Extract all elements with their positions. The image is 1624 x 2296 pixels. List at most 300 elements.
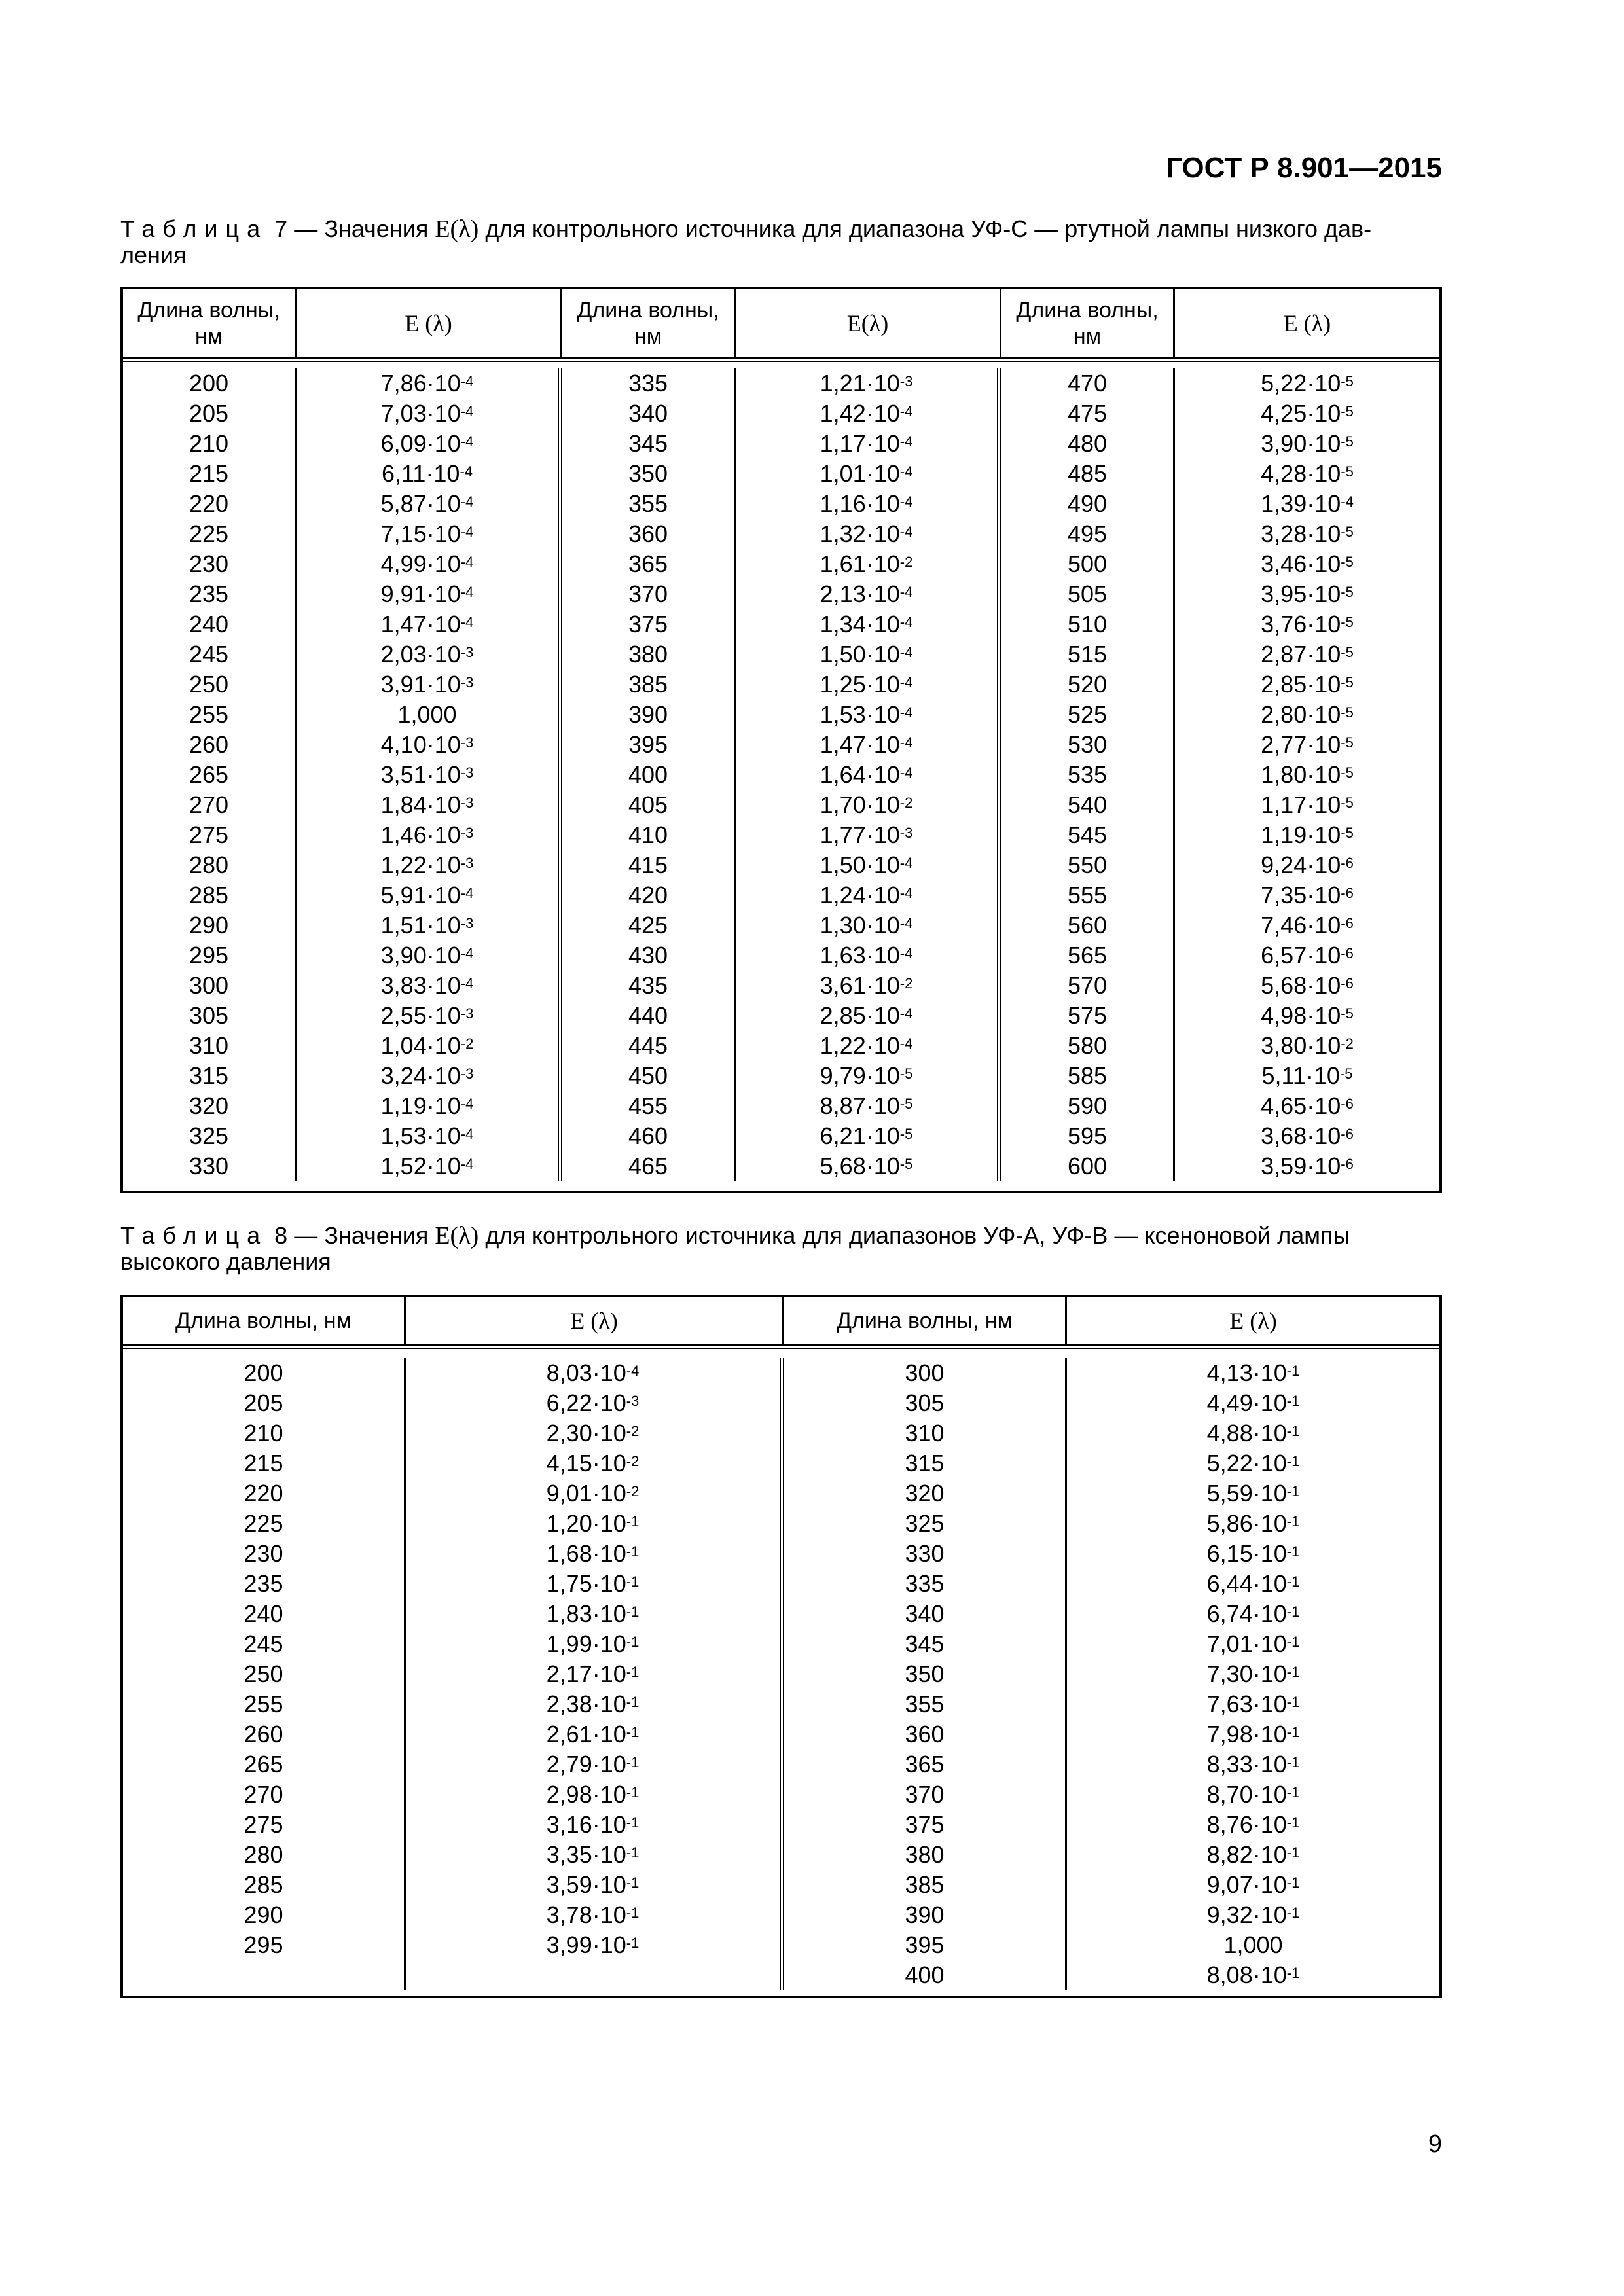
table7-value-cell: [736, 459, 997, 489]
exponent: -3: [460, 734, 474, 751]
exponent: -1: [626, 1513, 640, 1530]
exponent: -4: [899, 1035, 913, 1052]
mantissa: 9,91·10: [380, 581, 461, 607]
mantissa: 1,22·10: [820, 1032, 900, 1059]
exponent: -4: [460, 1096, 474, 1112]
exponent: -4: [899, 463, 913, 480]
table8-value-cell: [1067, 1930, 1439, 1960]
exponent: -3: [626, 1393, 640, 1409]
table8-value-cell: [1067, 1689, 1439, 1719]
mantissa: 1,80·10: [1261, 761, 1341, 788]
exponent: -4: [460, 493, 474, 510]
exponent: -1: [1286, 1784, 1300, 1801]
table7-value-cell: [297, 609, 558, 639]
table8-wavelength-cell: 230: [244, 1540, 283, 1567]
table7-wavelength-cell: 235: [189, 581, 229, 607]
mantissa: 5,59·10: [1206, 1480, 1287, 1507]
mantissa: 1,000: [397, 701, 457, 728]
exponent: -4: [899, 734, 913, 751]
table7-value-cell: [297, 579, 558, 609]
table7-wavelength-cell: 200: [189, 370, 229, 397]
mantissa: 1,84·10: [380, 791, 461, 818]
exponent: -4: [460, 975, 474, 992]
exponent: -3: [460, 764, 474, 781]
exponent: -2: [626, 1423, 640, 1439]
exponent: -3: [899, 373, 913, 389]
table7-wavelength-column: [123, 368, 297, 1181]
table8-wavelength-cell: 350: [905, 1660, 945, 1687]
table7-value-cell: [297, 1151, 558, 1181]
table7-wavelength-cell: 295: [189, 942, 229, 969]
mantissa: 5,86·10: [1206, 1510, 1287, 1537]
table7-value-cell: [736, 1091, 997, 1121]
mantissa: 1,52·10: [380, 1153, 461, 1179]
exponent: -2: [1341, 1035, 1354, 1052]
exponent: -1: [626, 1604, 640, 1620]
exponent: -1: [1286, 1905, 1300, 1921]
table8-wavelength-cell: 305: [905, 1390, 945, 1416]
table8-value-column: [1067, 1358, 1439, 1990]
table8-wavelength-cell: 365: [905, 1751, 945, 1778]
exponent: -3: [460, 915, 474, 931]
mantissa: 3,59·10: [546, 1871, 626, 1898]
table7-value-cell: [1175, 368, 1439, 399]
mantissa: 1,70·10: [820, 791, 900, 818]
table7-wavelength-cell: 330: [189, 1153, 229, 1179]
table7-value-cell: [1175, 910, 1439, 941]
mantissa: 5,68·10: [820, 1153, 900, 1179]
table7-wavelength-cell: 470: [1067, 370, 1108, 397]
exponent: -4: [899, 614, 913, 630]
table8-wavelength-cell: 270: [244, 1781, 283, 1808]
table7-value-column: [1175, 368, 1439, 1181]
mantissa: 2,30·10: [546, 1420, 626, 1446]
table7-wavelength-cell: 535: [1067, 761, 1108, 788]
table7-wavelength-cell: 480: [1067, 430, 1108, 457]
mantissa: 8,70·10: [1206, 1781, 1287, 1808]
mantissa: 1,19·10: [1261, 821, 1341, 848]
table7-value-cell: [736, 1121, 997, 1151]
table8-wavelength-cell: 205: [244, 1390, 283, 1416]
mantissa: 4,49·10: [1206, 1390, 1287, 1416]
exponent: -4: [899, 915, 913, 931]
table8-wavelength-cell: 210: [244, 1420, 283, 1446]
exponent: -4: [899, 764, 913, 781]
table7-wavelength-cell: 290: [189, 912, 229, 939]
table7-value-cell: [736, 820, 997, 850]
table8-wavelength-cell: 300: [905, 1359, 945, 1386]
mantissa: 3,24·10: [380, 1062, 461, 1089]
mantissa: 5,22·10: [1206, 1450, 1287, 1477]
mantissa: 1,63·10: [820, 942, 900, 969]
mantissa: 3,90·10: [1261, 430, 1341, 457]
mantissa: 1,53·10: [820, 701, 900, 728]
table7-value-cell: [297, 1031, 558, 1061]
exponent: -4: [899, 403, 913, 420]
table7-value-cell: [736, 489, 997, 519]
table8-wavelength-cell: 290: [244, 1901, 283, 1928]
exponent: -4: [899, 584, 913, 600]
exponent: -1: [626, 1724, 640, 1740]
table7-wavelength-cell: 375: [628, 611, 668, 637]
table7-value-cell: [736, 1151, 997, 1181]
table7-value-cell: [736, 579, 997, 609]
table7-wavelength-cell: 370: [628, 581, 668, 607]
table7-value-cell: [297, 760, 558, 790]
mantissa: 3,99·10: [546, 1931, 626, 1958]
table7-wavelength-cell: 245: [189, 641, 229, 668]
table7-header-cell: Длина волны, нм: [123, 289, 297, 357]
table7-wavelength-cell: 440: [628, 1002, 668, 1029]
table8-value-column: [406, 1358, 784, 1990]
table7-value-cell: [736, 880, 997, 910]
table7-wavelength-cell: 505: [1067, 581, 1108, 607]
exponent: -2: [460, 1035, 474, 1052]
table8-caption-line2: высокого давления: [120, 1248, 331, 1275]
table8-value-cell: [406, 1780, 780, 1810]
mantissa: 5,11·10: [1261, 1062, 1340, 1089]
table7-wavelength-cell: 405: [628, 791, 668, 818]
table8-caption-symbol: E(λ): [435, 1222, 479, 1249]
table7-body: [123, 362, 1439, 1191]
table7-wavelength-cell: 335: [628, 370, 668, 397]
table8-value-cell: [1067, 1629, 1439, 1659]
mantissa: 9,79·10: [820, 1062, 900, 1089]
exponent: -4: [899, 524, 913, 540]
table7-wavelength-cell: 455: [628, 1092, 668, 1119]
table7-caption-rest: для контрольного источника для диапазона УФ-С — ртутной лампы низкого дав-: [485, 215, 1372, 242]
table7-header-cell: E(λ): [736, 289, 1001, 357]
table7-value-cell: [297, 549, 558, 579]
mantissa: 1,25·10: [820, 671, 900, 698]
table8-wavelength-cell: 280: [244, 1841, 283, 1868]
table8-value-cell: [1067, 1659, 1439, 1689]
table7-wavelength-cell: 430: [628, 942, 668, 969]
mantissa: 3,28·10: [1261, 520, 1341, 547]
table7-wavelength-cell: 310: [189, 1032, 229, 1059]
mantissa: 3,59·10: [1261, 1153, 1341, 1179]
table8-caption-text: 8 — Значения: [274, 1222, 429, 1249]
mantissa: 6,15·10: [1206, 1540, 1287, 1567]
table8-value-cell: [1067, 1749, 1439, 1780]
mantissa: 2,77·10: [1261, 731, 1341, 758]
table7-wavelength-cell: 545: [1067, 821, 1108, 848]
exponent: -5: [1341, 584, 1354, 600]
table8-wavelength-cell: 250: [244, 1660, 283, 1687]
mantissa: 2,80·10: [1261, 701, 1341, 728]
table8-value-cell: [406, 1358, 780, 1388]
table7-value-cell: [1175, 760, 1439, 790]
table7-value-cell: [1175, 429, 1439, 459]
table8-wavelength-cell: 380: [905, 1841, 945, 1868]
mantissa: 3,61·10: [820, 972, 900, 999]
mantissa: 6,57·10: [1261, 942, 1341, 969]
table8-value-cell: [406, 1569, 780, 1599]
mantissa: 4,15·10: [546, 1450, 626, 1477]
table8-value-cell: [1067, 1448, 1439, 1479]
exponent: -4: [460, 614, 474, 630]
table8-value-cell: [1067, 1418, 1439, 1448]
exponent: -4: [1341, 493, 1354, 510]
mantissa: 1,99·10: [546, 1630, 626, 1657]
exponent: -5: [1341, 433, 1354, 450]
table8-wavelength-cell: 285: [244, 1871, 283, 1898]
mantissa: 4,28·10: [1261, 460, 1341, 487]
mantissa: 1,51·10: [380, 912, 461, 939]
exponent: -3: [460, 644, 474, 660]
exponent: -4: [460, 524, 474, 540]
table7-value-cell: [1175, 1091, 1439, 1121]
table7-value-cell: [736, 670, 997, 700]
table7-header-cell: E (λ): [1283, 310, 1331, 336]
exponent: -4: [899, 493, 913, 510]
exponent: -4: [460, 373, 474, 389]
mantissa: 6,44·10: [1206, 1570, 1287, 1597]
table7-wavelength-cell: 265: [189, 761, 229, 788]
exponent: -4: [899, 945, 913, 961]
table7-wavelength-cell: 385: [628, 671, 668, 698]
table8-value-cell: [406, 1479, 780, 1509]
exponent: -1: [626, 1664, 640, 1680]
table7-wavelength-cell: 435: [628, 972, 668, 999]
exponent: -6: [1341, 975, 1354, 992]
exponent: -1: [1286, 1814, 1300, 1831]
table8-value-cell: [1067, 1358, 1439, 1388]
exponent: -4: [460, 945, 474, 961]
table7-wavelength-cell: 600: [1067, 1153, 1108, 1179]
table8-value-cell: [1067, 1810, 1439, 1840]
table7-wavelength-cell: 595: [1067, 1122, 1108, 1149]
table8-wavelength-cell: 245: [244, 1630, 283, 1657]
mantissa: 8,82·10: [1206, 1841, 1287, 1868]
table8-wavelength-cell: 295: [244, 1931, 283, 1958]
table7-wavelength-cell: 575: [1067, 1002, 1108, 1029]
exponent: -5: [1339, 1066, 1353, 1082]
mantissa: 4,65·10: [1261, 1092, 1341, 1119]
table8-wavelength-cell: 255: [244, 1691, 283, 1717]
table8-value-cell: [1067, 1719, 1439, 1749]
table7-value-cell: [1175, 1061, 1439, 1091]
mantissa: 1,42·10: [820, 400, 900, 427]
table8-wavelength-cell: 240: [244, 1600, 283, 1627]
table7-caption-symbol: E(λ): [435, 215, 479, 243]
table7-wavelength-cell: 520: [1067, 671, 1108, 698]
table7-value-cell: [736, 910, 997, 941]
table7-wavelength-cell: 420: [628, 882, 668, 908]
mantissa: 1,47·10: [820, 731, 900, 758]
mantissa: 2,61·10: [546, 1721, 626, 1748]
table8-wavelength-cell: 360: [905, 1721, 945, 1748]
table7-value-cell: [297, 399, 558, 429]
table7-wavelength-cell: 580: [1067, 1032, 1108, 1059]
table8-wavelength-cell: 340: [905, 1600, 945, 1627]
exponent: -1: [626, 1754, 640, 1770]
mantissa: 1,50·10: [820, 852, 900, 878]
table7-wavelength-cell: 400: [628, 761, 668, 788]
table7-value-cell: [1175, 850, 1439, 880]
mantissa: 4,13·10: [1206, 1359, 1287, 1386]
table8-value-cell: [1067, 1539, 1439, 1569]
table7-wavelength-cell: 270: [189, 791, 229, 818]
exponent: -5: [1341, 704, 1354, 721]
exponent: -4: [460, 403, 474, 420]
table8-value-cell: [406, 1689, 780, 1719]
exponent: -1: [626, 1573, 640, 1590]
mantissa: 3,35·10: [546, 1841, 626, 1868]
exponent: -1: [1286, 1874, 1300, 1891]
table7-wavelength-cell: 300: [189, 972, 229, 999]
exponent: -4: [899, 704, 913, 721]
exponent: -4: [460, 584, 474, 600]
table7-value-cell: [1175, 880, 1439, 910]
table8-wavelength-cell: 220: [244, 1480, 283, 1507]
table7-value-cell: [1175, 971, 1439, 1001]
table7-wavelength-cell: 415: [628, 852, 668, 878]
exponent: -4: [899, 433, 913, 450]
table7-value-cell: [1175, 639, 1439, 670]
mantissa: 1,16·10: [820, 490, 900, 517]
table8-wavelength-cell: 320: [905, 1480, 945, 1507]
table7-wavelength-column: [562, 368, 736, 1181]
table7-wavelength-cell: 220: [189, 490, 229, 517]
table7-wavelength-cell: 525: [1067, 701, 1108, 728]
table8-value-cell: [406, 1448, 780, 1479]
table8-value-cell: [1067, 1599, 1439, 1629]
table8-header-row: [123, 1297, 1439, 1349]
table7-wavelength-cell: 475: [1067, 400, 1108, 427]
table7-value-cell: [1175, 519, 1439, 549]
table7-value-cell: [297, 1091, 558, 1121]
table7-value-cell: [736, 790, 997, 820]
table7-value-cell: [1175, 820, 1439, 850]
table7-value-cell: [736, 609, 997, 639]
table8-wavelength-column: [123, 1358, 406, 1990]
table7-wavelength-cell: 325: [189, 1122, 229, 1149]
exponent: -4: [460, 1156, 474, 1172]
exponent: -1: [1286, 1844, 1300, 1861]
table7-wavelength-cell: 345: [628, 430, 668, 457]
mantissa: 7,03·10: [380, 400, 461, 427]
exponent: -6: [1341, 855, 1354, 871]
table7-value-cell: [297, 941, 558, 971]
table8-wavelength-cell: 310: [905, 1420, 945, 1446]
exponent: -1: [1286, 1423, 1300, 1439]
table7-value-cell: [297, 1061, 558, 1091]
exponent: -4: [899, 644, 913, 660]
table7-caption: [120, 216, 1430, 268]
exponent: -5: [1341, 614, 1354, 630]
table7-value-column: [736, 368, 1001, 1181]
table8-header-cell: Длина волны, нм: [123, 1297, 406, 1344]
exponent: -5: [1341, 644, 1354, 660]
mantissa: 8,08·10: [1206, 1962, 1287, 1988]
exponent: -5: [1341, 734, 1354, 751]
table8-header-cell: E (λ): [406, 1297, 784, 1344]
table8-wavelength-cell: 330: [905, 1540, 945, 1567]
exponent: -5: [899, 1156, 913, 1172]
table7-value-cell: [736, 971, 997, 1001]
mantissa: 2,38·10: [546, 1691, 626, 1717]
table8-caption-label: Таблица: [120, 1222, 268, 1249]
table8-wavelength-cell: 390: [905, 1901, 945, 1928]
table7-wavelength-cell: 305: [189, 1002, 229, 1029]
mantissa: 3,51·10: [380, 761, 461, 788]
exponent: -6: [1341, 945, 1354, 961]
mantissa: 2,87·10: [1261, 641, 1341, 668]
mantissa: 7,30·10: [1206, 1660, 1287, 1687]
table7-value-cell: [1175, 399, 1439, 429]
table7-value-cell: [736, 368, 997, 399]
mantissa: 7,98·10: [1206, 1721, 1287, 1748]
table8-caption: [120, 1223, 1430, 1275]
exponent: -1: [626, 1634, 640, 1650]
exponent: -5: [1341, 524, 1354, 540]
exponent: -1: [1286, 1724, 1300, 1740]
mantissa: 2,79·10: [546, 1751, 626, 1778]
table7-value-cell: [297, 1001, 558, 1031]
table7-value-cell: [297, 429, 558, 459]
table7-wavelength-cell: 390: [628, 701, 668, 728]
table7-value-cell: [736, 1061, 997, 1091]
table7-wavelength-cell: 540: [1067, 791, 1108, 818]
mantissa: 7,46·10: [1261, 912, 1341, 939]
mantissa: 1,17·10: [1261, 791, 1341, 818]
exponent: -5: [1341, 403, 1354, 420]
mantissa: 9,01·10: [546, 1480, 626, 1507]
mantissa: 2,98·10: [546, 1781, 626, 1808]
table8-wavelength-cell: 400: [905, 1962, 945, 1988]
table8-value-cell: [406, 1840, 780, 1870]
mantissa: 3,46·10: [1261, 550, 1341, 577]
table8-wavelength-column: [784, 1358, 1067, 1990]
table7-wavelength-cell: 365: [628, 550, 668, 577]
table7-wavelength-cell: 215: [189, 460, 229, 487]
table7-wavelength-cell: 240: [189, 611, 229, 637]
exponent: -5: [1341, 795, 1354, 811]
table7-wavelength-cell: 340: [628, 400, 668, 427]
table7-wavelength-cell: 565: [1067, 942, 1108, 969]
table8-value-cell: [406, 1900, 780, 1930]
mantissa: 3,78·10: [546, 1901, 626, 1928]
table8-wavelength-cell: 345: [905, 1630, 945, 1657]
mantissa: 1,000: [1223, 1931, 1283, 1958]
table7-wavelength-cell: 450: [628, 1062, 668, 1089]
mantissa: 8,33·10: [1206, 1751, 1287, 1778]
table7-wavelength-cell: 360: [628, 520, 668, 547]
table8-wavelength-cell: 315: [905, 1450, 945, 1477]
page-number: 9: [1428, 2130, 1442, 2158]
mantissa: 2,85·10: [820, 1002, 900, 1029]
table7-value-cell: [1175, 670, 1439, 700]
table7-wavelength-cell: 445: [628, 1032, 668, 1059]
mantissa: 2,17·10: [546, 1660, 626, 1687]
exponent: -4: [899, 855, 913, 871]
exponent: -6: [1341, 1096, 1354, 1112]
exponent: -1: [1286, 1483, 1300, 1499]
table8-wavelength-cell: 370: [905, 1781, 945, 1808]
mantissa: 6,11·10: [382, 460, 460, 487]
mantissa: 1,46·10: [380, 821, 461, 848]
table7-value-cell: [297, 368, 558, 399]
exponent: -5: [1341, 764, 1354, 781]
exponent: -6: [1341, 915, 1354, 931]
table7-wavelength-cell: 570: [1067, 972, 1108, 999]
table7-wavelength-cell: 380: [628, 641, 668, 668]
exponent: -5: [899, 1126, 913, 1142]
table7-value-cell: [1175, 790, 1439, 820]
exponent: -1: [1286, 1393, 1300, 1409]
table7-wavelength-cell: 230: [189, 550, 229, 577]
